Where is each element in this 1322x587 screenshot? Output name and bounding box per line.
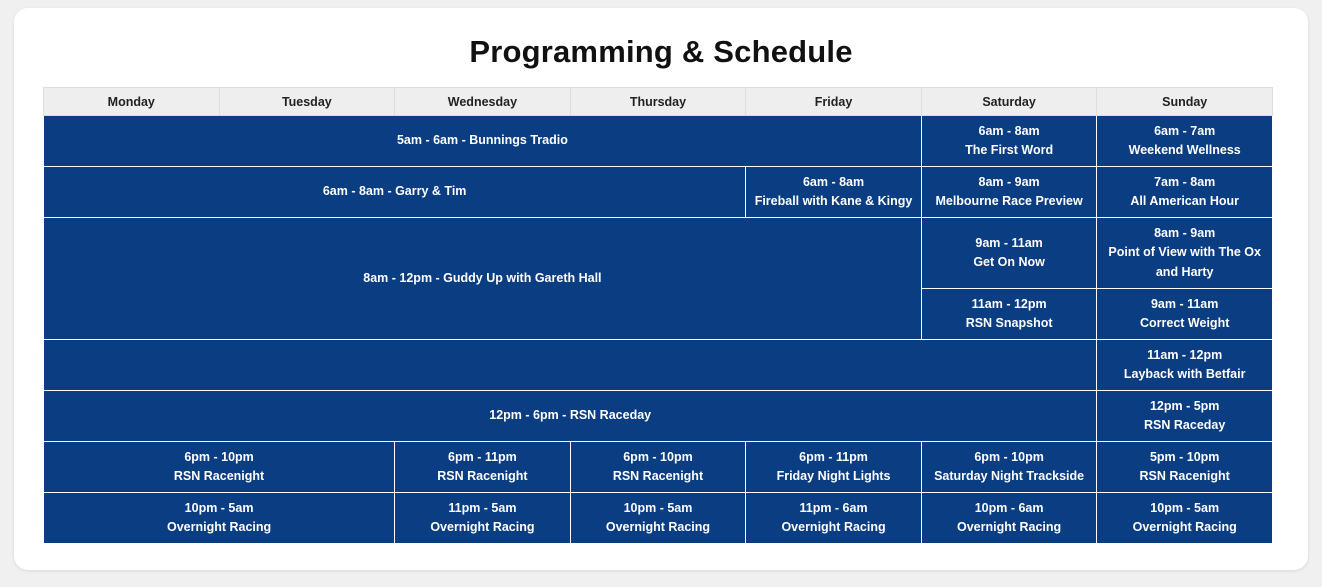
program-time: 6pm - 10pm (623, 449, 693, 464)
program-time: 11am - 12pm (971, 296, 1047, 311)
table-row (44, 442, 1273, 493)
column-header-wednesday: Wednesday (395, 88, 571, 116)
program-time: 12pm - 5pm (1149, 398, 1220, 413)
program-name: RSN Racenight (173, 469, 265, 483)
program-time: 6am - 8am (802, 174, 865, 189)
program-time: 6am - 7am (1154, 123, 1216, 138)
program-name: RSN Racenight (612, 469, 704, 483)
program-cell (1097, 391, 1273, 442)
table-header-row (44, 88, 1273, 116)
program-cell (921, 289, 1097, 340)
page-title: Programming & Schedule (469, 34, 853, 69)
program-time: 8am - 9am (1154, 225, 1216, 240)
table-row (44, 218, 1273, 289)
program-name: Get On Now (973, 255, 1045, 269)
program-time: 5pm - 10pm (1149, 449, 1220, 464)
program-name: Saturday Night Trackside (934, 469, 1085, 483)
programming-schedule-table (43, 87, 1273, 544)
program-name: Overnight Racing (166, 520, 272, 534)
program-name: RSN Racenight (1139, 469, 1230, 483)
program-cell (1097, 167, 1273, 218)
column-header-saturday: Saturday (921, 88, 1097, 116)
program-name: Overnight Racing (781, 520, 886, 534)
program-cell (44, 218, 922, 340)
program-cell (570, 442, 746, 493)
program-time: 9am - 11am (975, 235, 1043, 250)
program-cell (921, 442, 1097, 493)
column-header-friday: Friday (746, 88, 922, 116)
program-cell (44, 442, 395, 493)
program-cell (921, 167, 1097, 218)
program-time: 10pm - 5am (1150, 500, 1220, 515)
program-cell (44, 167, 746, 218)
program-name: Point of View with The Ox and Harty (1108, 245, 1261, 279)
column-header-monday: Monday (44, 88, 220, 116)
program-cell (1097, 116, 1273, 167)
program-cell (570, 493, 746, 544)
program-time: 6pm - 10pm (974, 449, 1044, 464)
program-time: 10pm - 5am (184, 500, 254, 515)
program-name: Melbourne Race Preview (935, 194, 1083, 208)
table-row (44, 167, 1273, 218)
program-cell (921, 493, 1097, 544)
column-header-thursday: Thursday (570, 88, 746, 116)
column-header-tuesday: Tuesday (219, 88, 395, 116)
program-cell (746, 442, 922, 493)
program-cell (1097, 340, 1273, 391)
program-cell (44, 116, 922, 167)
program-cell (1097, 218, 1273, 289)
program-name: Layback with Betfair (1123, 367, 1246, 381)
empty-cell (44, 340, 1097, 391)
program-name: 12pm - 6pm - RSN Raceday (489, 408, 652, 423)
program-name: 8am - 12pm - Guddy Up with Gareth Hall (363, 270, 602, 285)
table-row (44, 493, 1273, 544)
table-row (44, 391, 1273, 442)
program-time: 11pm - 6am (799, 500, 868, 515)
program-time: 9am - 11am (1150, 296, 1219, 311)
program-time: 7am - 8am (1154, 174, 1216, 189)
program-name: Overnight Racing (605, 520, 711, 534)
program-cell (1097, 493, 1273, 544)
program-name: 5am - 6am - Bunnings Tradio (396, 133, 568, 148)
program-name: All American Hour (1130, 194, 1239, 208)
program-time: 11pm - 5am (448, 500, 517, 515)
program-name: RSN Racenight (437, 469, 528, 483)
program-cell (395, 493, 571, 544)
program-name: Overnight Racing (957, 520, 1062, 534)
program-time: 10pm - 5am (623, 500, 693, 515)
program-time: 8am - 9am (978, 174, 1040, 189)
program-cell (44, 391, 1097, 442)
program-time: 6am - 8am (978, 123, 1040, 138)
table-row (44, 116, 1273, 167)
program-name: Overnight Racing (430, 520, 535, 534)
program-time: 10pm - 6am (974, 500, 1044, 515)
program-name: Correct Weight (1140, 316, 1230, 330)
program-cell (746, 167, 922, 218)
program-name: Friday Night Lights (776, 469, 891, 483)
program-cell (1097, 442, 1273, 493)
program-cell (395, 442, 571, 493)
schedule-card (14, 8, 1308, 570)
program-name: RSN Snapshot (965, 316, 1053, 330)
program-time: 11am - 12pm (1147, 347, 1223, 362)
program-name: The First Word (965, 143, 1054, 157)
program-name: Fireball with Kane & Kingy (754, 194, 913, 208)
program-cell (921, 116, 1097, 167)
program-name: 6am - 8am - Garry & Tim (322, 184, 467, 199)
table-body (44, 116, 1273, 544)
table-header (44, 88, 1273, 116)
program-cell (746, 493, 922, 544)
table-row (44, 340, 1273, 391)
program-cell (921, 218, 1097, 289)
program-time: 6pm - 11pm (799, 449, 868, 464)
program-name: Overnight Racing (1132, 520, 1237, 534)
program-name: RSN Raceday (1144, 418, 1226, 432)
program-time: 6pm - 11pm (448, 449, 517, 464)
program-time: 6pm - 10pm (184, 449, 254, 464)
program-cell (44, 493, 395, 544)
program-cell (1097, 289, 1273, 340)
program-name: Weekend Wellness (1128, 143, 1241, 157)
column-header-sunday: Sunday (1097, 88, 1273, 116)
